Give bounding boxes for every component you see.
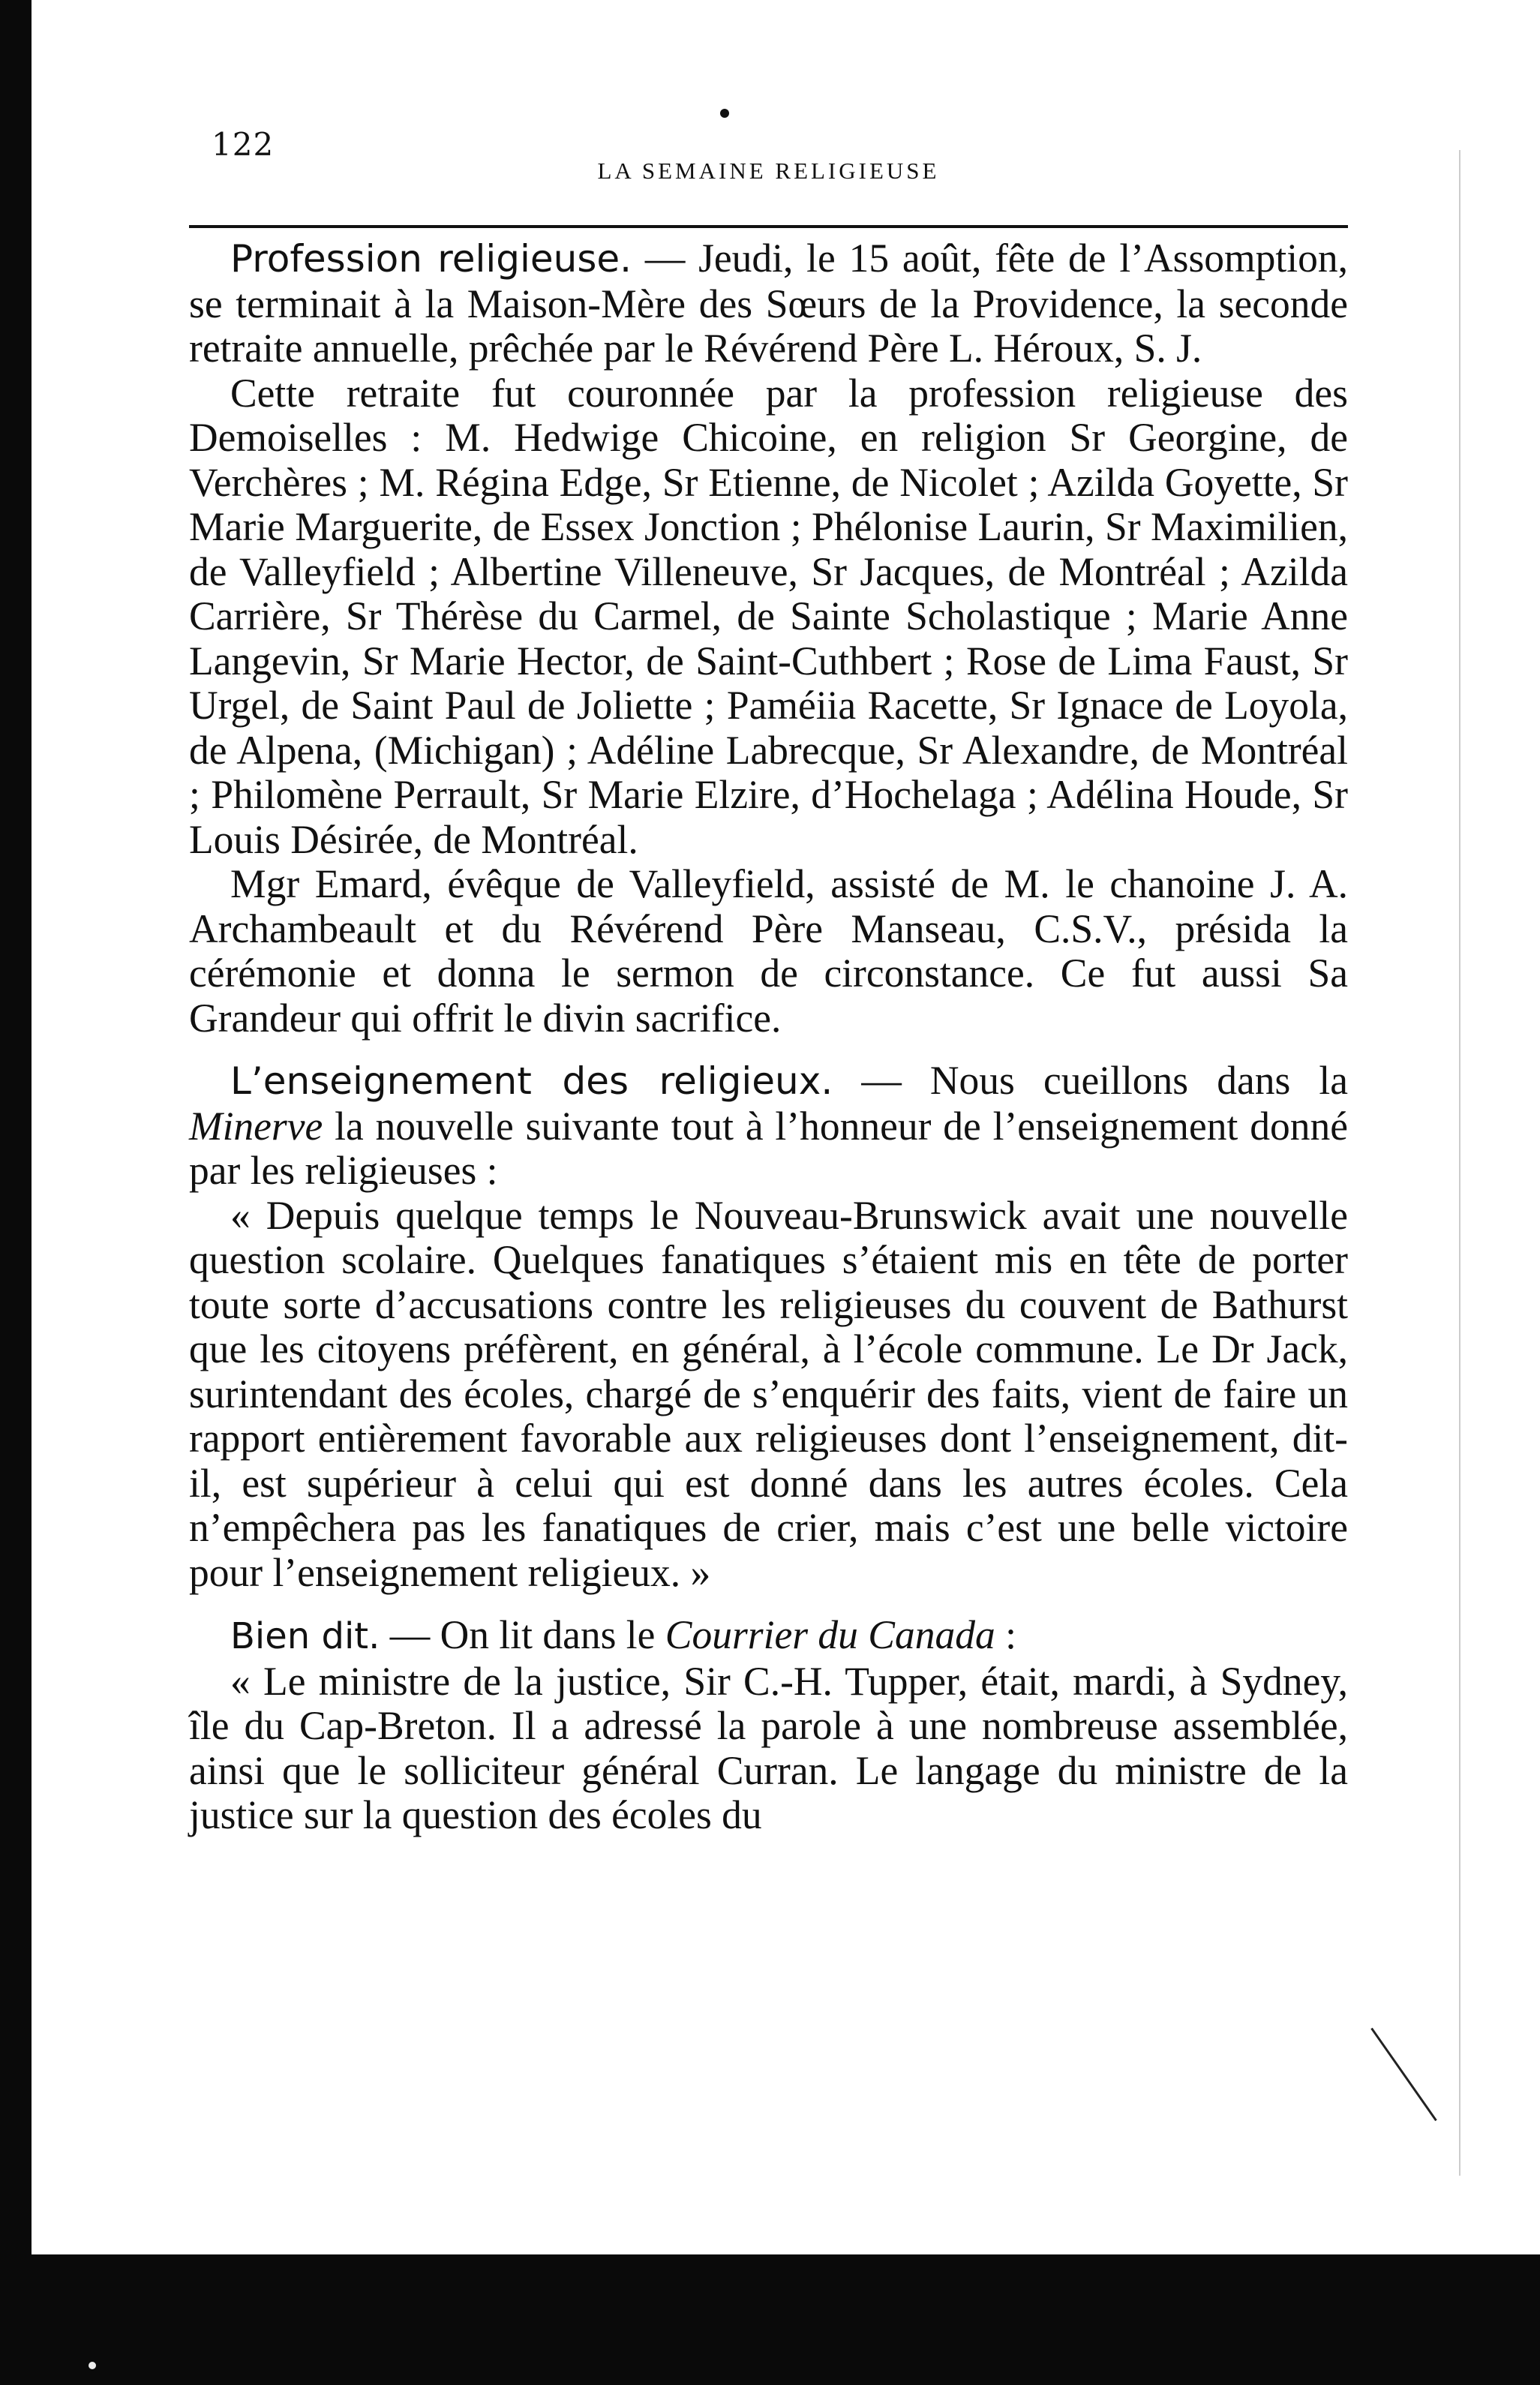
quote-enseignement: « Depuis quelque temps le Nouveau-Brunswick avait une nouvelle question scolaire. Quelques fanatiques s’étaient mis en tête de porter toute sorte d’accusations contre les religieuses du couvent de Bathurst que les citoyens préfèrent, en général, à l’école commune. Le Dr Jack, surintendant des écoles, chargé de s’enquérir des faits, vient de faire un rapport entièrement favorable aux religieuses dont l’enseignement, dit-il, est supérieur à celui qui est donné dans les autres écoles. Cela n’empêchera pas les fanatiques de crier, mais c’est une belle victoire pour l’enseignement religieux. » bbox=[189, 1192, 1348, 1595]
paragraph-text: — Jeudi, le 15 août, fête de l’Assomption, se terminait à la Maison-Mère des Sœurs de la Providence, la seconde retraite annuelle, prêchée par le Révérend Père L. Héroux, S. J. bbox=[189, 236, 1348, 371]
paragraph-enseignement bbox=[189, 1059, 1348, 1194]
scan-left-border bbox=[0, 0, 32, 2385]
quote-bien-dit: « Le ministre de la justice, Sir C.-H. Tupper, était, mardi, à Sydney, île du Cap-Breton. Il a adressé la parole à une nombreuse assemblée, ainsi que le solliciteur général Curran. Le langage du ministre de la justice sur la question des écoles du bbox=[189, 1658, 1348, 1837]
running-title: LA SEMAINE RELIGIEUSE bbox=[597, 158, 940, 184]
paragraph-retreat: Cette retraite fut couronnée par la profession religieuse des Demoiselles : M. Hedwige Chicoine, en religion Sr Georgine, de Verchères ; M. Régina Edge, Sr Etienne, de Nicolet ; Azilda Goyette, Sr Marie Marguerite, de Essex Jonction ; Phélonise Laurin, Sr Maximilien, de Valleyfield ; Albertine Villeneuve, Sr Jacques, de Montréal ; Azilda Carrière, Sr Thérèse du Carmel, de Sainte Scholastique ; Marie Anne Langevin, Sr Marie Hector, de Saint-Cuthbert ; Rose de Lima Faust, Sr Urgel, de Saint Paul de Joliette ; Paméiia Racette, Sr Ignace de Loyola, de Alpena, (Michigan) ; Adéline Labrecque, Sr Alexandre, de Montréal ; Philomène Perrault, Sr Marie Elzire, d’Hochelaga ; Adélina Houde, Sr Louis Désirée, de Montréal. bbox=[189, 370, 1348, 862]
paragraph-text: la nouvelle suivante tout à l’honneur de l’enseignement donné par les religieuses : bbox=[189, 1103, 1348, 1193]
paragraph-text: — On lit dans le bbox=[380, 1612, 665, 1657]
scan-bottom-border bbox=[0, 2254, 1540, 2385]
section-title-profession: Profession religieuse. bbox=[230, 237, 632, 281]
paragraph-bien-dit bbox=[189, 1613, 1348, 1660]
book-page bbox=[189, 113, 1348, 1837]
section-title-bien-dit: Bien dit. bbox=[230, 1615, 380, 1657]
page-number: 122 bbox=[212, 126, 275, 163]
paragraph-text: : bbox=[995, 1612, 1016, 1657]
page-edge-line bbox=[1459, 150, 1460, 2176]
header-rule bbox=[189, 225, 1348, 228]
section-title-enseignement: L’enseignement des religieux. bbox=[230, 1059, 833, 1103]
scan-edge-mark bbox=[1370, 2028, 1436, 2122]
paragraph-text: — Nous cueillons dans la bbox=[833, 1058, 1348, 1103]
scan-speck bbox=[89, 2362, 96, 2369]
newspaper-name: Courrier du Canada bbox=[665, 1612, 995, 1657]
page-header bbox=[189, 113, 1348, 195]
newspaper-name: Minerve bbox=[189, 1103, 323, 1149]
page-body bbox=[189, 236, 1348, 1838]
paragraph-ceremony: Mgr Emard, évêque de Valleyfield, assisté de M. le chanoine J. A. Archambeault et du Révérend Père Manseau, C.S.V., présida la cérémonie et donna le sermon de circonstance. Ce fut aussi Sa Grandeur qui offrit le divin sacrifice. bbox=[189, 861, 1348, 1041]
paragraph-profession bbox=[189, 236, 1348, 371]
